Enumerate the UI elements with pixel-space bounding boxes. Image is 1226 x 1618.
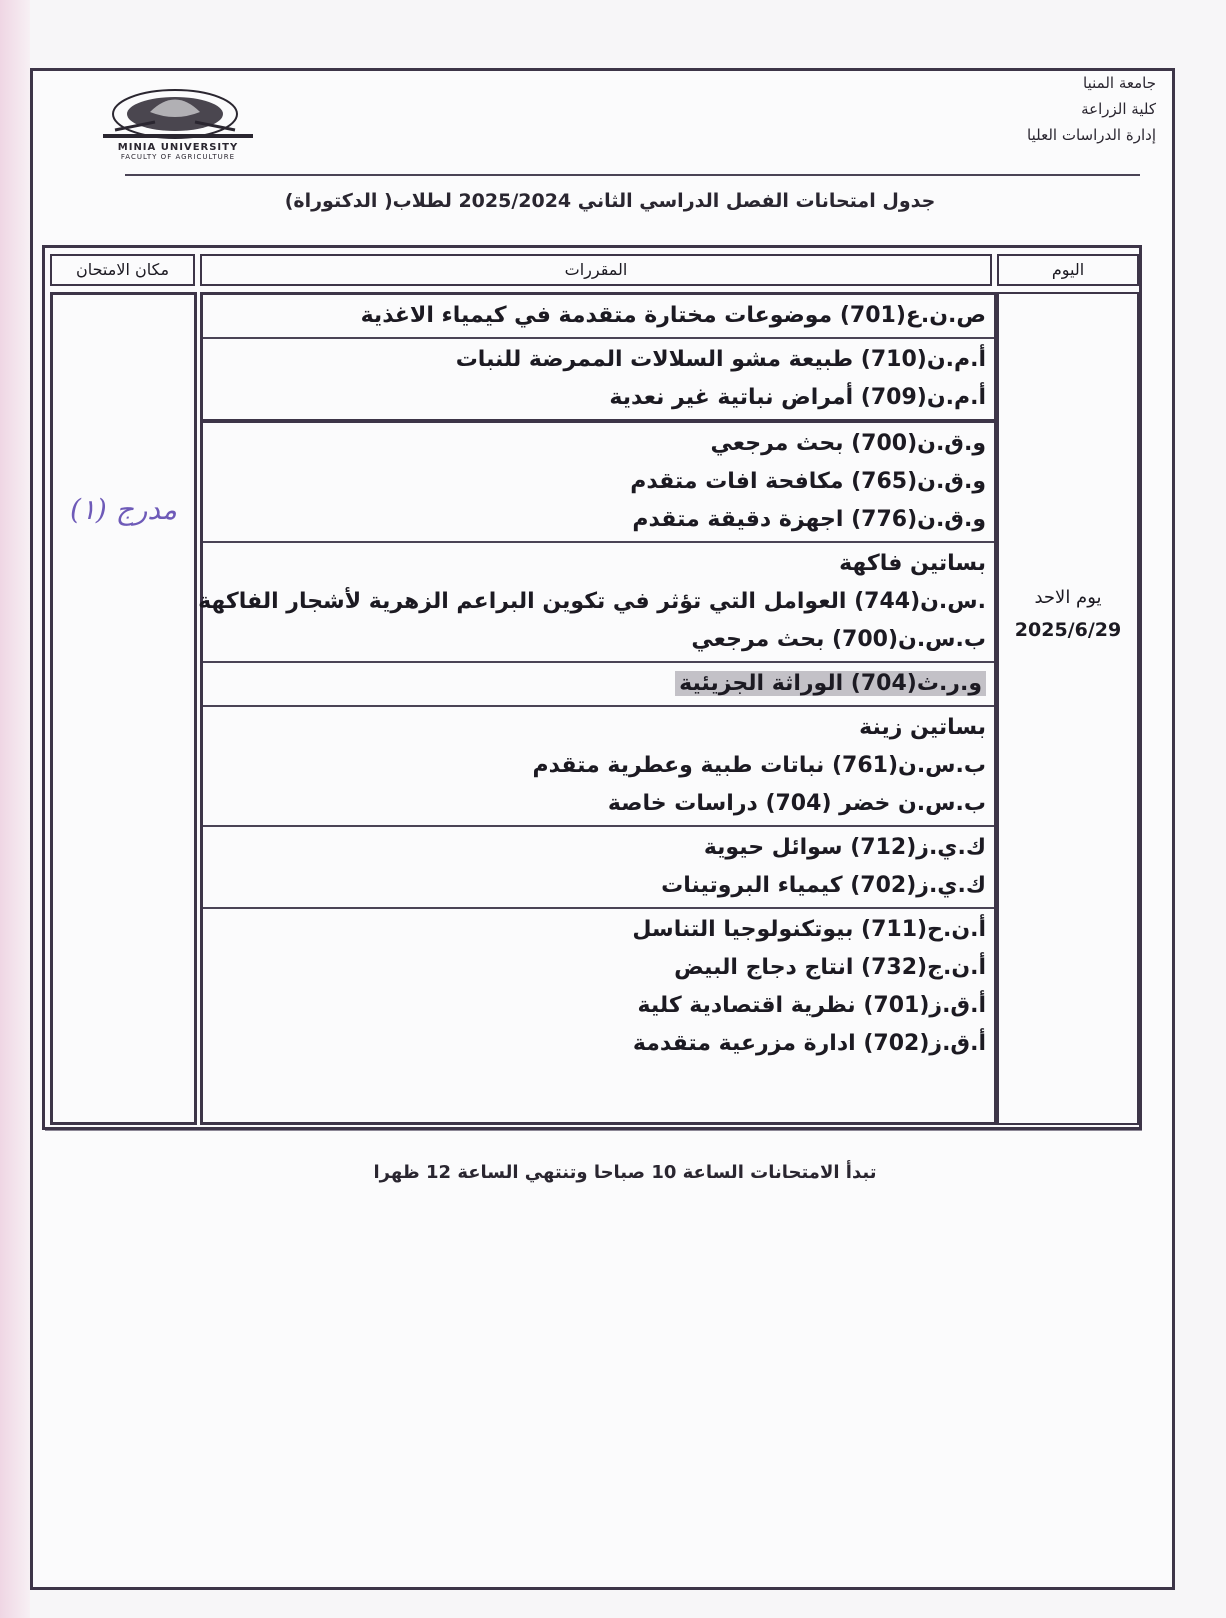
- course-text: و.ق.ن(765) مكافحة افات متقدم: [630, 469, 986, 494]
- course-text: ب.س.ن(700) بحث مرجعي: [691, 627, 986, 652]
- course-line: [211, 911, 986, 949]
- course-group: [203, 827, 994, 909]
- course-text: ص.ن.ع(701) موضوعات مختارة متقدمة في كيمياء الاغذية: [360, 303, 986, 328]
- course-line: [211, 341, 986, 379]
- document-title: جدول امتحانات الفصل الدراسي الثاني 2025/2024 لطلاب( الدكتوراة): [284, 190, 936, 212]
- exam-date: 2025/6/29: [1014, 619, 1122, 641]
- course-line: [211, 545, 986, 583]
- course-group: [203, 295, 994, 339]
- course-line: [211, 621, 986, 659]
- table-bottom-rule: [45, 1130, 1142, 1131]
- course-text: أ.ن.ح(711) بيوتكنولوجيا التناسل: [632, 917, 986, 942]
- course-line: [211, 785, 986, 823]
- faculty-name: كلية الزراعة: [1081, 100, 1156, 118]
- course-line: [211, 709, 986, 747]
- course-line: [211, 297, 986, 335]
- course-line: [211, 425, 986, 463]
- course-group: [198, 543, 994, 663]
- course-line: [211, 747, 986, 785]
- course-text: و.ر.ث(704) الوراثة الجزيئية: [675, 671, 986, 696]
- course-text: ب.س.ن خضر (704) دراسات خاصة: [607, 791, 986, 816]
- header-divider: [125, 174, 1140, 176]
- place-cell: [50, 292, 197, 1125]
- institution-header: [1027, 70, 1156, 148]
- courses-cell: [200, 292, 997, 1125]
- course-group: [203, 423, 994, 543]
- course-line: [211, 463, 986, 501]
- course-text: .س.ن(744) العوامل التي تؤثر في تكوين البراعم الزهرية لأشجار الفاكهة: [198, 589, 986, 614]
- day-cell: [997, 292, 1139, 1125]
- course-group: [203, 339, 994, 423]
- course-line: [211, 1025, 986, 1063]
- course-line: [211, 949, 986, 987]
- logo-text: MINIA UNIVERSITY: [117, 142, 239, 153]
- course-text: و.ق.ن(776) اجهزة دقيقة متقدم: [632, 507, 986, 532]
- course-text: ك.ي.ز(702) كيمياء البروتينات: [661, 873, 986, 898]
- page-edge: [0, 0, 30, 1618]
- course-group: [203, 909, 994, 1065]
- course-text: أ.م.ن(709) أمراض نباتية غير نعدية: [609, 385, 986, 410]
- course-line: [211, 665, 986, 703]
- course-text: أ.م.ن(710) طبيعة مشو السلالات الممرضة للنبات: [455, 347, 986, 372]
- course-text: ب.س.ن(761) نباتات طبية وعطرية متقدم: [532, 753, 986, 778]
- course-line: [198, 583, 986, 621]
- course-line: [211, 867, 986, 905]
- header-place: مكان الامتحان: [50, 254, 195, 286]
- course-group: [203, 707, 994, 827]
- course-text: ك.ي.ز(712) سوائل حيوية: [703, 835, 986, 860]
- header-day: اليوم: [997, 254, 1139, 286]
- header-courses: المقررات: [200, 254, 992, 286]
- course-text: بساتين فاكهة: [839, 551, 986, 576]
- course-line: [211, 829, 986, 867]
- exam-schedule-table: [42, 245, 1142, 1130]
- course-line: [211, 501, 986, 539]
- department-name: إدارة الدراسات العليا: [1027, 126, 1156, 144]
- course-text: بساتين زينة: [859, 715, 986, 740]
- course-text: أ.ق.ز(701) نظرية اقتصادية كلية: [637, 993, 986, 1018]
- day-name: يوم الاحد: [1034, 587, 1102, 608]
- course-line: [211, 987, 986, 1025]
- course-text: و.ق.ن(700) بحث مرجعي: [710, 431, 986, 456]
- course-line: [211, 379, 986, 417]
- handwritten-place: مدرج (١): [69, 493, 178, 526]
- logo-subtext: FACULTY OF AGRICULTURE: [120, 153, 236, 161]
- course-text: أ.ق.ز(702) ادارة مزرعية متقدمة: [632, 1031, 986, 1056]
- exam-time-note: تبدأ الامتحانات الساعة 10 صباحا وتنتهي الساعة 12 ظهرا: [373, 1162, 877, 1183]
- university-name: جامعة المنيا: [1083, 74, 1156, 92]
- course-group: [203, 663, 994, 707]
- course-groups: [198, 295, 994, 1065]
- course-text: أ.ن.ج(732) انتاج دجاج البيض: [674, 955, 986, 980]
